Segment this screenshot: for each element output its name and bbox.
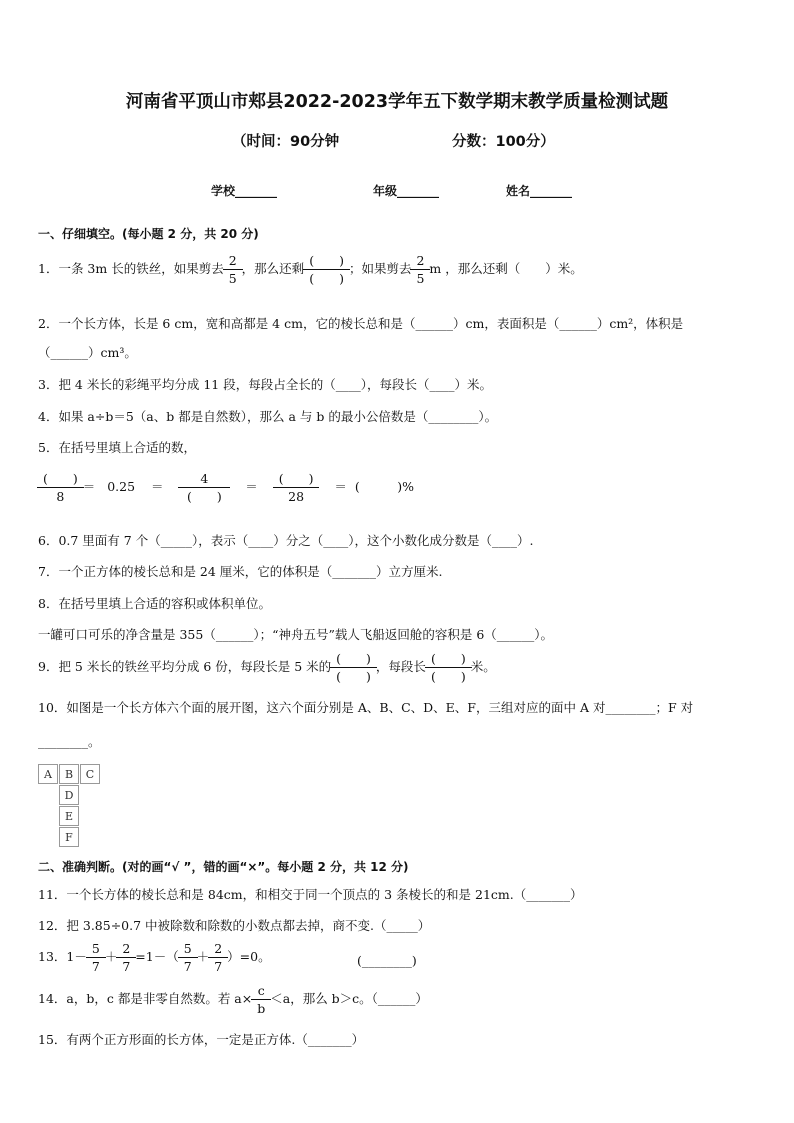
fraction: $\frac{( )}{( )}$: [333, 650, 374, 685]
net-face-f: F: [59, 827, 79, 847]
question-5-equation: $\frac{( )}{8}$ ＝ 0.25 ＝ $\frac{4}{( )}$ ＝ $\frac{( )}{28}$ ＝ ( )%: [38, 470, 414, 505]
fraction: $\frac{2}{7}$: [119, 940, 133, 975]
page-title: 河南省平顶山市郏县2022-2023学年五下数学期末教学质量检测试题: [125, 92, 669, 112]
question-13-blank: (________): [357, 953, 417, 968]
name-field: 姓名_______: [506, 184, 573, 198]
time-limit: （时间：90分钟: [232, 134, 340, 150]
question-2: 2．一个长方体，长是 6 cm，宽和高都是 4 cm，它的棱长总和是（______）cm，表面积是（______）cm²，体积是: [38, 316, 684, 331]
question-15: 15．有两个正方形面的长方体，一定是正方体.（_______）: [38, 1032, 365, 1047]
question-10: 10．如图是一个长方体六个面的展开图，这六个面分别是 A、B、C、D、E、F，三组对应的面中 A 对________；F 对: [38, 700, 694, 715]
net-face-d: D: [59, 785, 79, 805]
fraction: $\frac{( )}{( )}$: [306, 252, 347, 287]
question-6: 6．0.7 里面有 7 个（_____），表示（____）分之（____），这个小数化成分数是（____）.: [38, 533, 534, 548]
question-2-cont: （______）cm³。: [38, 345, 137, 360]
question-8: 8．在括号里填上合适的容积或体积单位。: [38, 596, 271, 611]
net-face-c: C: [80, 764, 100, 784]
school-field: 学校_______: [211, 184, 278, 198]
fraction: $\frac{2}{5}$: [226, 252, 240, 287]
fraction: $\frac{c}{b}$: [254, 982, 268, 1017]
section-1-heading: 一、仔细填空。(每小题 2 分，共 20 分): [38, 227, 259, 241]
net-face-a: A: [38, 764, 58, 784]
question-5: 5．在括号里填上合适的数，: [38, 440, 196, 455]
question-1: 1．一条 3m 长的铁丝，如果剪去 $\frac{2}{5}$ ，那么还剩 $\frac{( )}{( )}$ ；如果剪去 $\frac{2}{5}$ m ，那么还剩（ ）米。: [38, 253, 583, 286]
fraction: $\frac{2}{5}$: [413, 252, 427, 287]
fraction: $\frac{( )}{8}$: [40, 470, 81, 505]
net-face-b: B: [59, 764, 79, 784]
question-8-cont: 一罐可口可乐的净含量是 355（______）；“神舟五号”载人飞船返回舱的容积是 6（______）。: [38, 627, 554, 642]
fraction: $\frac{5}{7}$: [89, 940, 103, 975]
fraction: $\frac{2}{7}$: [211, 940, 225, 975]
grade-field: 年级_______: [373, 184, 440, 198]
question-3: 3．把 4 米长的彩绳平均分成 11 段，每段占全长的（____），每段长（____）米。: [38, 377, 492, 392]
question-14: 14．a，b，c 都是非零自然数。若 a× $\frac{c}{b}$ ＜a，那么 b＞c。（______）: [38, 983, 428, 1016]
net-face-e: E: [59, 806, 79, 826]
fraction: $\frac{4}{( )}$: [181, 470, 227, 505]
question-13: 13．1－ $\frac{5}{7}$ ＋ $\frac{2}{7}$ =1－（ $\frac{5}{7}$ ＋ $\frac{2}{7}$ ）=0。: [38, 941, 271, 974]
question-12: 12．把 3.85÷0.7 中被除数和除数的小数点都去掉，商不变.（_____）: [38, 918, 431, 933]
question-10-cont: ________。: [38, 734, 101, 749]
question-11: 11．一个长方体的棱长总和是 84cm，和相交于同一个顶点的 3 条棱长的和是 21cm.（_______）: [38, 887, 583, 902]
fraction: $\frac{( )}{( )}$: [428, 650, 469, 685]
question-7: 7．一个正方体的棱长总和是 24 厘米，它的体积是（_______）立方厘米.: [38, 564, 443, 579]
total-score: 分数：100分）: [452, 134, 555, 150]
fraction: $\frac{( )}{28}$: [276, 470, 317, 505]
section-2-heading: 二、准确判断。(对的画“√ ”，错的画“×”。每小题 2 分，共 12 分): [38, 860, 409, 874]
question-4: 4．如果 a÷b＝5（a、b 都是自然数），那么 a 与 b 的最小公倍数是（________）。: [38, 409, 498, 424]
question-9: 9．把 5 米长的铁丝平均分成 6 份，每段长是 5 米的 $\frac{( )}{( )}$ ，每段长 $\frac{( )}{( )}$ 米。: [38, 651, 496, 684]
fraction: $\frac{5}{7}$: [181, 940, 195, 975]
